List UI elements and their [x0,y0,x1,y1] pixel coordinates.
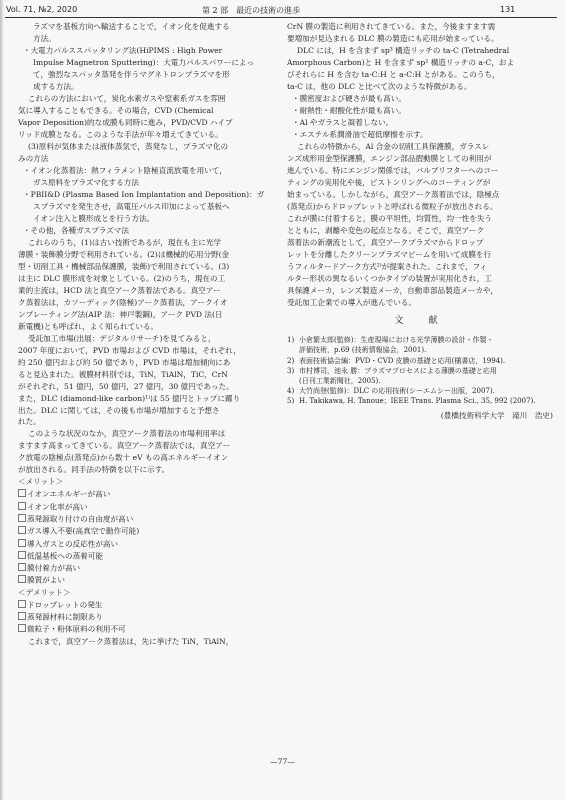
demerit-item-text: 蒸発源材料に制限あり [27,612,103,622]
right-body-text [287,22,553,308]
merit-item [18,539,276,550]
merit-item [18,526,276,537]
right-body-line: Amorphous Carbon)と H を含まず sp² 構造リッチの a-C，およ [287,57,515,67]
left-body-line: 新電機)とも呼ばれ，よく知られている。 [18,321,159,331]
references-title: 文 献 [394,316,446,327]
header-rule [5,17,557,18]
references-list [287,335,553,406]
merits-title: ＜メリット＞ [18,477,64,487]
demerit-item [18,600,276,611]
right-body-line: びそれらに H を含む ta-C:H と a-C:H とがある。このうち， [287,69,500,79]
left-body-line: 業的主流は，HCD 法と真空アーク蒸着法である。真空アー [18,285,221,295]
left-body-line: れた。 [18,417,41,427]
bullet-box-icon [18,526,26,534]
reference-text: 大竹尚登(監修)：DLC の応用技術(シーエムシー出版，2007). [299,387,495,396]
left-body-line: ラズマを基板方向へ輸送することで，イオン化を促進する [33,22,230,31]
merit-item-text: イオン化率が高い [27,502,88,512]
section-title: 第 2 部 最近の技術の進歩 [202,6,301,15]
right-body-line: (蒸発点)からドロップレットと呼ばれる微粒子が放出される。 [287,201,498,211]
demerits-list [18,600,276,636]
left-body-line: 2007 年度において，PVD 市場および CVD 市場は，それぞれ， [18,345,241,355]
right-body-line: DLC には，H を含まず sp³ 構造リッチの ta-C (Tetrahedral [297,45,510,55]
right-body-line: ・エステル系潤滑油で超低摩擦を示す。 [292,129,428,139]
reference-text: (日刊工業新聞社，2005). [299,377,381,386]
merit-item [18,514,276,525]
left-body-line: 受託加工市場(出展：デジタルリサーチ)を見てみると， [28,333,216,343]
left-body-line: ・その他，各種ガスプラズマ法 [23,225,129,235]
right-body-line: 蒸着法の新潮流として，真空アークプラズマからドロップ [287,237,484,247]
right-body-line: 具保護メーカ，レンズ製造メーカ，自動車部品製造メーカや， [287,285,498,295]
left-body-line: て，強烈なスパッタ蒸発を伴うマグネトロンプラズマを形 [33,69,230,79]
bullet-box-icon [18,600,26,608]
left-body-line: ・大電力パルススパッタリング法(HiPIMS : High Power [23,45,223,55]
merit-item-text: 低温基板への蒸着可能 [27,551,103,561]
left-body-line: スプラズマを発生させ，高電圧パルス印加によって基板へ [33,201,230,211]
right-body-line: ・Al やガラスと凝着しない。 [292,117,394,127]
merit-item-text: 蒸発源取り付けの自由度が高い [27,514,134,524]
right-body-line: ta-C は，他の DLC と比べて次のような特徴がある。 [287,81,472,91]
reference-item [287,356,553,366]
right-body-line: 進んでいる。特にエンジン関係では，バルブリフターへのコー [287,165,499,175]
reference-text: 表面技術協会編：PVD・CVD 皮膜の基礎と応用(槇書店，1994). [299,356,506,365]
author-affiliation: (豊橋技術科学大学 滝川 浩史) [440,410,553,420]
left-body-line: 方法。 [33,33,56,43]
demerit-item-text: 微粒子・粉体原料の利用不可 [27,624,126,634]
demerit-item-text: ドロップレットの発生 [27,600,103,610]
left-body-line: これらのうち，(1)は古い技術であるが，現在も主に光学 [28,237,222,247]
left-body-line: (3)原料が気体または液体蒸気で，蒸発なし，プラズマ化の [28,141,229,151]
bullet-box-icon [18,551,26,559]
right-column [287,22,553,421]
left-body-line: ク放電の陰極点(蒸発点)から数十 eV もの高エネルギーイオン [18,453,229,463]
left-body-line: Impulse Magnetron Sputtering)：大電力パルスパワーによっ [33,57,255,67]
bullet-box-icon [18,502,26,510]
bullet-box-icon [18,563,26,571]
page-number: 131 [500,5,516,14]
reference-text: 市村博司，池永 勝：プラズマプロセスによる薄膜の基礎と応用 [299,366,497,375]
merit-item-text: イオンエネルギーが高い [27,489,111,499]
left-body-line: がそれぞれ，51 億円，50 億円，27 億円，30 億円であった。 [18,381,234,391]
merit-item [18,563,276,574]
merit-item [18,489,276,500]
left-body-line: が放出される。同手法の特徴を以下に示す。 [18,465,170,475]
reference-item [287,386,553,396]
left-body-line: リッド成膜となる。このような手法が年々増えてきている。 [18,129,223,139]
merits-list [18,489,276,586]
left-body-line: これらの方法において，炭化水素ガスや窒素系ガスを雰囲 [28,93,226,103]
left-body-line: 薄膜・装飾膜分野で利用されている。(2)は機械的応用分野(金 [18,249,230,259]
merit-item-text: ガス導入不要(高真空で動作可能) [27,526,140,536]
bullet-box-icon [18,612,26,620]
right-body-line: ・耐熱性・耐酸化性が最も高い。 [292,105,406,115]
right-body-line: ンズ成形用金型保護膜，エンジン部品摺動膜としての利用が [287,153,492,163]
bullet-box-icon [18,514,26,522]
reference-number: 1) [287,336,295,345]
merit-item [18,502,276,513]
bullet-box-icon [18,624,26,632]
left-body-line: 型・切削工具・機械部品保護膜，装飾)で利用されている。(3) [18,261,230,271]
reference-number: 5) [287,397,295,406]
left-body-line: ・イオン化蒸着法：熱フィラメント陰極直流放電を用いて， [23,165,227,175]
page-footer: —77— [270,757,295,766]
left-body-line: イオン注入と膜形成とを行う方法。 [33,213,155,223]
left-body-line: ・PBII&D (Plasma Based Ion Implantation and Deposition)：ガ [23,189,265,199]
right-body-line: CrN 膜の製造に利用されてきている。また，今後ますます需 [287,22,496,31]
left-body-line: また，DLC (diamond-like carbon)¹⁾は 55 億円とトップに躍り [18,393,241,403]
bullet-box-icon [18,489,26,497]
reference-text: H. Takikawa, H. Tanoue；IEEE Trans. Plasma Sci., 35, 992 (2007). [299,397,536,406]
reference-item [287,366,553,376]
right-body-line: 要増加が見込まれる DLC 膜の製造にも応用が始まっている。 [287,33,499,43]
bullet-box-icon [18,575,26,583]
left-body-line: Vapor Deposition)的な成膜も同時に進み，PVD/CVD ハイブ [18,117,233,127]
merit-item [18,551,276,562]
left-column [18,22,276,649]
right-body-line: ・膜密度および硬さが最も高い。 [292,93,406,103]
merit-item-text: 膜付着力が高い [27,563,81,573]
left-body-line: ンプレーティング法(AIP 法：神戸製鋼)，アーク PVD 法(日 [18,309,223,319]
reference-item [287,396,553,406]
left-body-line: ガス原料をプラズマ化する方法 [33,177,139,187]
scan-edge-shadow [0,0,4,800]
demerit-item [18,624,276,635]
left-body-line: 気に導入することもできる。その場合，CVD (Chemical [18,105,214,115]
reference-item [287,335,553,345]
right-body-line: 始まっている。しかしながら，真空アーク蒸着法では，陰極点 [287,189,500,199]
right-body-line: 受託加工企業での導入が進んでいる。 [287,297,417,307]
reference-text: 評価技術，p.69 (技術情報協会，2001). [299,346,427,355]
left-body-line: ますます高まってきている。真空アーク蒸着法では，真空アー [18,441,231,451]
demerits-title: ＜デメリット＞ [18,587,71,597]
reference-item [287,345,553,355]
right-body-line: ティングの実用化や後，ピストンリングへのコーティングが [287,177,491,187]
right-body-line: これらの特徴から，Al 合金の切削工具保護膜，ガラスレ [297,141,490,151]
bullet-box-icon [18,539,26,547]
left-body-line: 約 250 億円および約 50 億であり，PVD 市場は増加傾向にあ [18,357,231,367]
left-body-line: 出た。DLC に関しては，その後も市場が増加すると予想さ [18,405,220,415]
merit-item-text: 膜質がよい [27,575,65,585]
left-body-line: ると見込まれた。被膜材料別では，TiN，TiAlN，TiC，CrN [18,369,228,379]
reference-number: 2) [287,356,295,365]
right-body-line: これが膜に付着すると，膜の平坦性，均質性，均一性を失う [287,213,493,223]
left-body-line: みの方法 [18,153,49,163]
right-body-line: とともに，剥離や変色の起点となる。そこで，真空アーク [287,225,485,235]
right-body-line: ルター形状の異なるいくつかタイプの装置が実用化され，工 [287,273,492,283]
left-body-line: このような状況のなか，真空アーク蒸着法の市場利用率は [28,429,226,439]
reference-number: 4) [287,387,295,396]
left-body-text [18,22,276,476]
journal-volume: Vol. 71, №2, 2020 [6,5,78,14]
left-body-line: は主に DLC 膜形成を対象としている。(2)のうち，現在の工 [18,273,226,283]
merit-item [18,575,276,586]
reference-number: 3) [287,366,295,375]
reference-item [287,376,553,386]
left-body-line: ク蒸着法は，カソーディック(陰極)アーク蒸着法，アークイオ [18,297,228,307]
right-body-line: レットを分離したクリーンプラズマビームを用いて成膜を行 [287,249,492,259]
closing-line: これまで，真空アーク蒸着法は，先に挙げた TiN，TiAlN， [28,636,234,646]
right-body-line: うフィルタードアーク方式²⁾が提案された。これまで，フィ [287,261,488,271]
left-body-line: 成する方法。 [33,81,79,91]
reference-text: 小倉繁太郎(監修)：生産現場における光学薄膜の設計・作製・ [299,336,494,345]
demerit-item [18,612,276,623]
merit-item-text: 導入ガスとの反応性が高い [27,539,119,549]
